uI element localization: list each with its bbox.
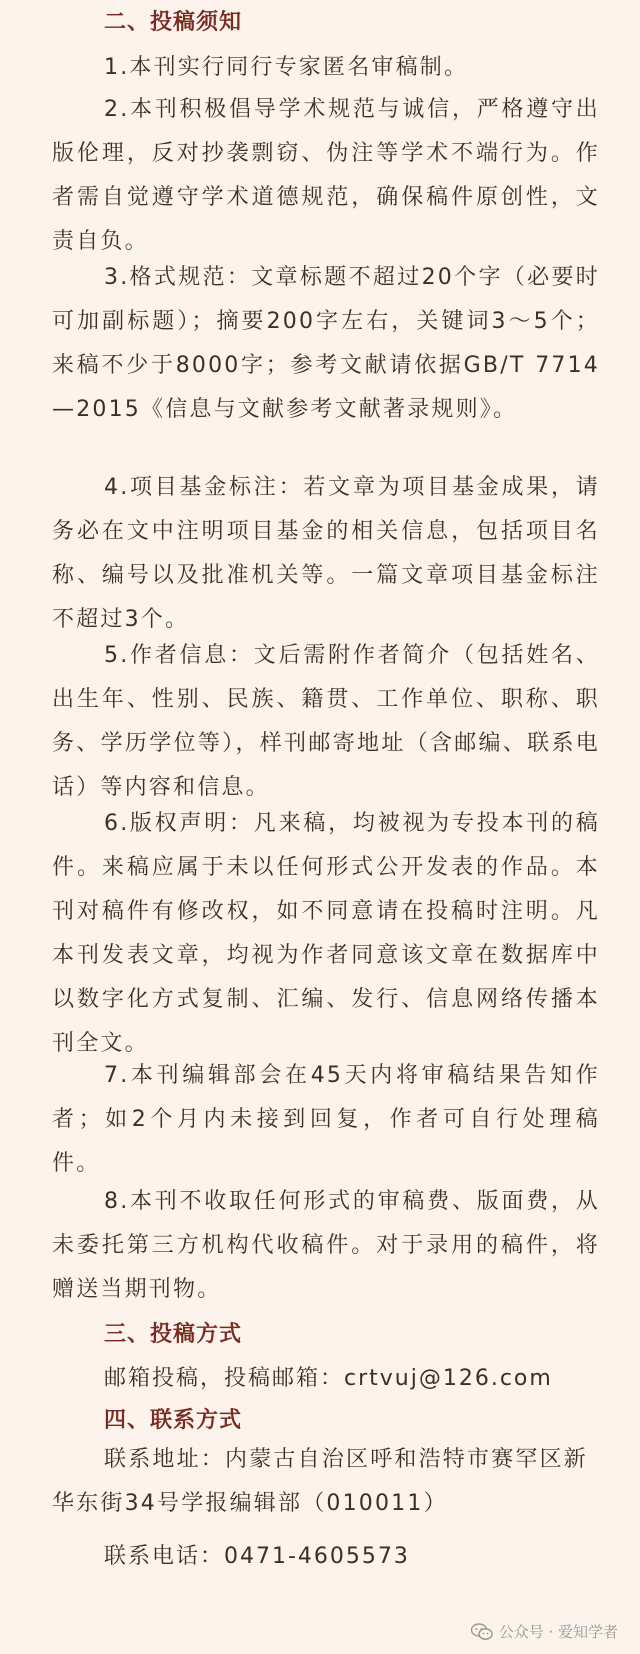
account-label: 公众号 · 爱知学者 (498, 1623, 618, 1641)
contact-heading: 四、联系方式 (104, 1408, 243, 1433)
contact-phone: 联系电话：0471-4605573 (104, 1544, 410, 1569)
guideline-item-4: 4.项目基金标注：若文章为项目基金成果，请务必在文中注明项目基金的相关信息，包括项目名称、编号以及批准机关等。一篇文章项目基金标注不超过3个。 (52, 475, 600, 632)
guideline-item-3: 3.格式规范：文章标题不超过20个字（必要时可加副标题）；摘要200字左右，关键词3～5个；来稿不少于8000字；参考文献请依据GB/T 7714—2015《信息与文献参考文献著录规则》。 (52, 265, 600, 422)
guidelines-heading: 二、投稿须知 (104, 10, 243, 35)
guideline-item-2: 2.本刊积极倡导学术规范与诚信，严格遵守出版伦理，反对抄袭剽窃、伪注等学术不端行为。作者需自觉遵守学术道德规范，确保稿件原创性，文责自负。 (52, 97, 600, 254)
account-footer (471, 1621, 618, 1642)
guideline-item-7: 7.本刊编辑部会在45天内将审稿结果告知作者；如2个月内未接到回复，作者可自行处理稿件。 (52, 1063, 600, 1176)
guideline-item-5: 5.作者信息：文后需附作者简介（包括姓名、出生年、性别、民族、籍贯、工作单位、职称、职务、学历学位等），样刊邮寄地址（含邮编、联系电话）等内容和信息。 (52, 643, 600, 800)
guideline-item-8: 8.本刊不收取任何形式的审稿费、版面费，从未委托第三方机构代收稿件。对于录用的稿件，将赠送当期刊物。 (52, 1189, 600, 1302)
submission-email: 邮箱投稿，投稿邮箱：crtvuj@126.com (104, 1366, 553, 1391)
submission-heading: 三、投稿方式 (104, 1322, 243, 1347)
wechat-icon (471, 1623, 493, 1641)
contact-address: 联系地址：内蒙古自治区呼和浩特市赛罕区新华东街34号学报编辑部（010011） (52, 1447, 589, 1516)
guideline-item-6: 6.版权声明：凡来稿，均被视为专投本刊的稿件。来稿应属于未以任何形式公开发表的作品。本刊对稿件有修改权，如不同意请在投稿时注明。凡本刊发表文章，均视为作者同意该文章在数据库中以数字化方式复制、汇编、发行、信息网络传播本刊全文。 (52, 811, 600, 1056)
guideline-item-1: 1.本刊实行同行专家匿名审稿制。 (104, 55, 469, 80)
